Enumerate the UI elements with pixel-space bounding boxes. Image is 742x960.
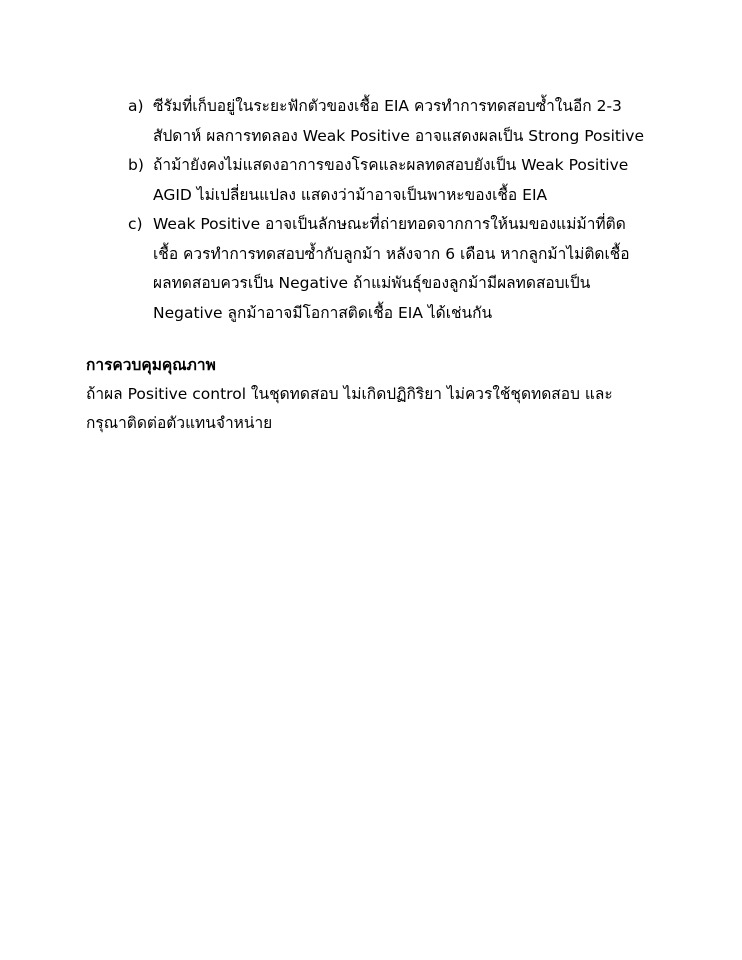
list-item-b-line-1: ถ้าม้ายังคงไม่แสดงอาการของโรคและผลทดสอบยังเป็น Weak Positive xyxy=(153,156,629,174)
list-marker-c: c) xyxy=(128,215,143,233)
list-item-a-line-1: ซีรัมที่เก็บอยู่ในระยะฟักตัวของเชื้อ EIA ควรทำการทดสอบซ้ำในอีก 2-3 xyxy=(153,97,622,115)
interpretation-list xyxy=(128,92,688,328)
list-marker-a: a) xyxy=(128,97,144,115)
list-item-c-line-4: Negative ลูกม้าอาจมีโอกาสติดเชื้อ EIA ได้เช่นกัน xyxy=(153,303,493,322)
section-body-line-1: ถ้าผล Positive control ในชุดทดสอบ ไม่เกิดปฏิกิริยา ไม่ควรใช้ชุดทดสอบ และ xyxy=(86,385,613,403)
quality-control-section xyxy=(86,351,686,438)
list-item-c-line-2: เชื้อ ควรทำการทดสอบซ้ำกับลูกม้า หลังจาก 6 เดือน หากลูกม้าไม่ติดเชื้อ xyxy=(153,244,630,263)
list-item-a xyxy=(128,92,688,151)
section-body-line-2: กรุณาติดต่อตัวแทนจำหน่าย xyxy=(86,414,273,432)
list-item-b-line-2: AGID ไม่เปลี่ยนแปลง แสดงว่าม้าอาจเป็นพาหะของเชื้อ EIA xyxy=(153,185,548,204)
section-heading: การควบคุมคุณภาพ xyxy=(86,356,216,374)
list-item-c-line-3: ผลทดสอบควรเป็น Negative ถ้าแม่พันธุ์ของลูกม้ามีผลทดสอบเป็น xyxy=(153,274,591,292)
list-item-a-line-2: สัปดาห์ ผลการทดลอง Weak Positive อาจแสดงผลเป็น Strong Positive xyxy=(153,126,645,145)
list-item-c-line-1: Weak Positive อาจเป็นลักษณะที่ถ่ายทอดจากการให้นมของแม่ม้าที่ติด xyxy=(153,215,626,233)
list-item-c xyxy=(128,210,688,328)
list-marker-b: b) xyxy=(128,156,144,174)
list-item-b xyxy=(128,151,688,210)
